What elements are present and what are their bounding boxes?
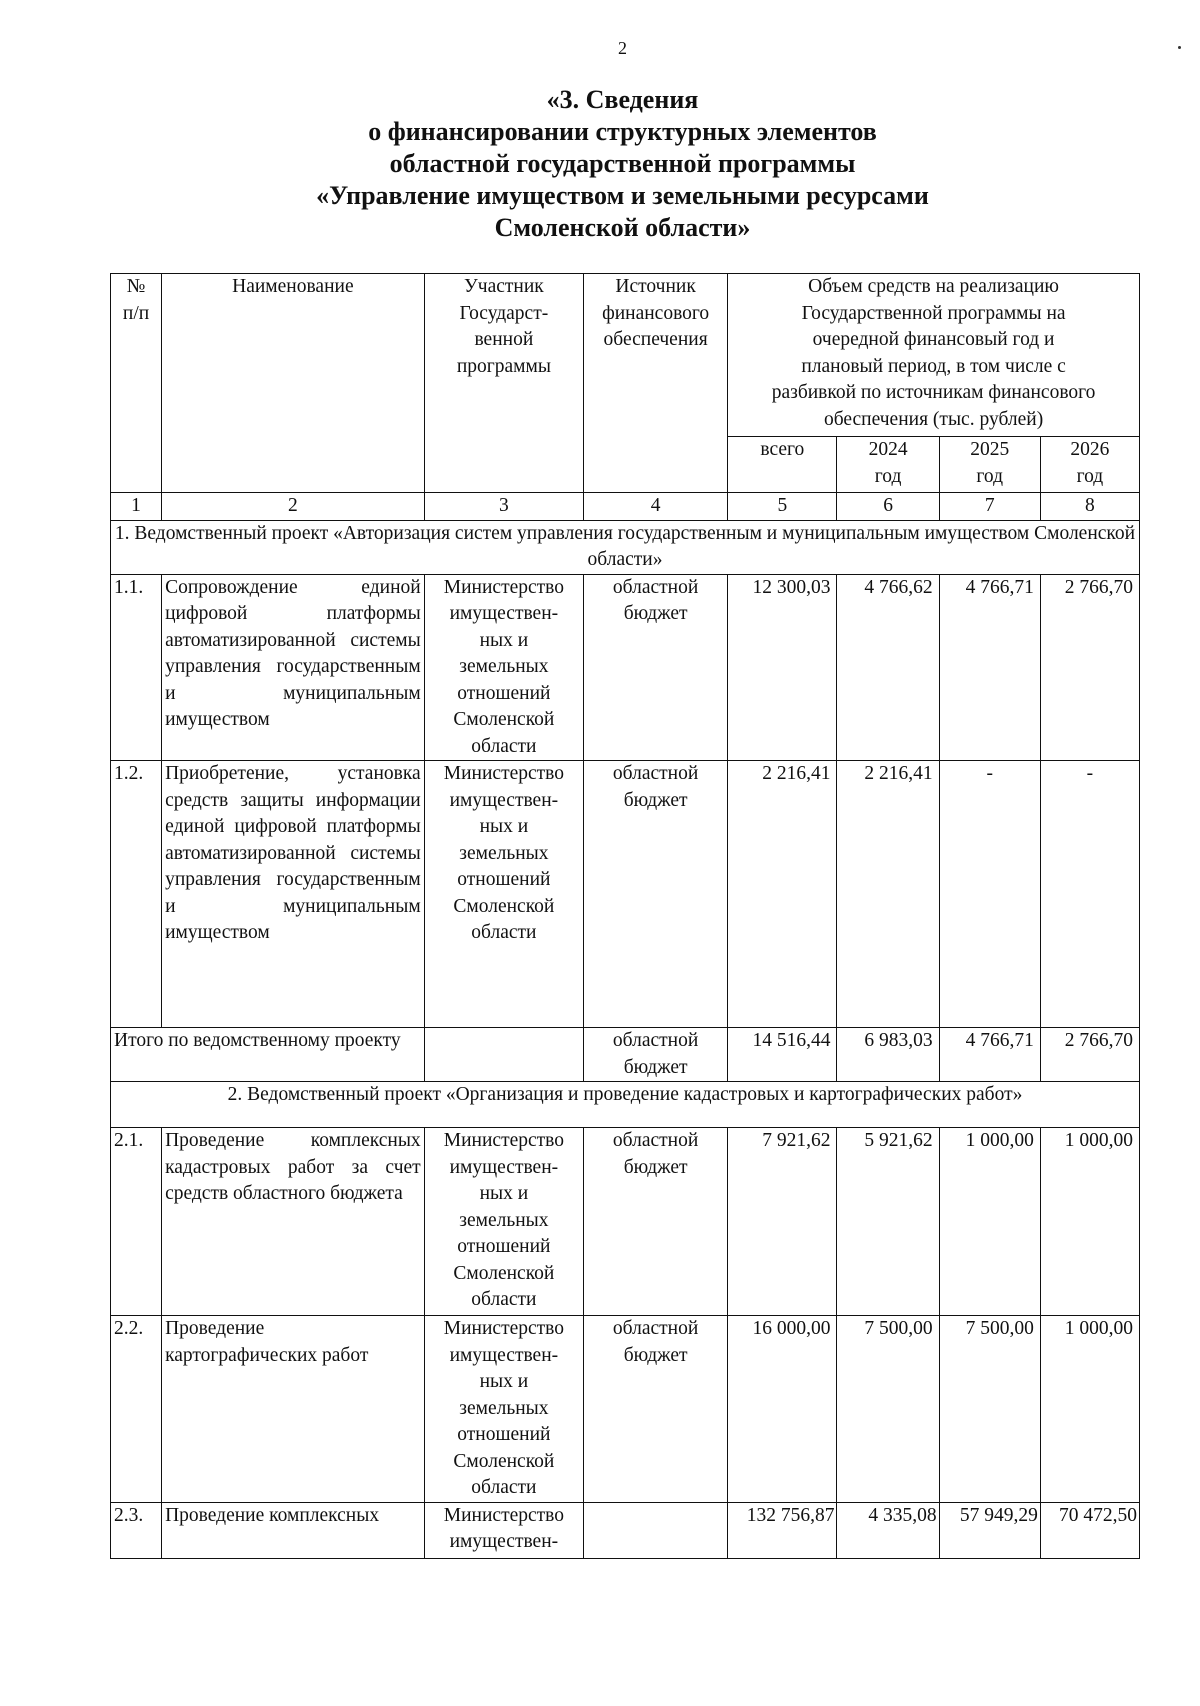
row-2024: 2 216,41	[837, 761, 939, 1028]
row-name: Приобретение, установка средств защиты информации единой цифровой платформы автоматизированной системы управления государственным и муниципальным имуществом	[162, 761, 425, 1028]
title-line: «3. Сведения	[546, 85, 699, 114]
row-source: областной бюджет	[584, 761, 728, 1028]
column-number: 7	[939, 493, 1040, 521]
row-participant: Министерство имуществен- ных и земельных отношений Смоленской области	[424, 1128, 583, 1316]
scan-speck	[1178, 46, 1181, 49]
row-2024: 4 335,08	[837, 1502, 939, 1558]
header-name: Наименование	[162, 274, 425, 493]
row-2026: 70 472,50	[1040, 1502, 1139, 1558]
financing-table	[110, 273, 1140, 1559]
row-num: 2.1.	[111, 1128, 162, 1316]
column-number: 1	[111, 493, 162, 521]
row-participant: Министерство имуществен-	[424, 1502, 583, 1558]
header-participant: Участник Государст- венной программы	[424, 274, 583, 493]
row-2024: 4 766,62	[837, 574, 939, 761]
row-name: Проведение комплексных кадастровых работ за счет средств областного бюджета	[162, 1128, 425, 1316]
section-title-row	[111, 520, 1140, 574]
row-source: областной бюджет	[584, 1316, 728, 1503]
subtotal-2025: 4 766,71	[939, 1028, 1040, 1082]
row-name: Проведение картографических работ	[162, 1316, 425, 1503]
header-num: № п/п	[111, 274, 162, 493]
header-2026: 2026 год	[1040, 437, 1139, 493]
row-name: Проведение комплексных	[162, 1502, 425, 1558]
row-2025: 4 766,71	[939, 574, 1040, 761]
column-number: 3	[424, 493, 583, 521]
subtotal-source: областной бюджет	[584, 1028, 728, 1082]
row-2025: -	[939, 761, 1040, 1028]
section-2-title: 2. Ведомственный проект «Организация и проведение кадастровых и картографических работ»	[111, 1082, 1140, 1128]
row-2026: -	[1040, 761, 1139, 1028]
section-1-title: 1. Ведомственный проект «Авторизация систем управления государственным и муниципальным имуществом Смоленской области»	[111, 520, 1140, 574]
column-number: 8	[1040, 493, 1139, 521]
column-number: 2	[162, 493, 425, 521]
header-2025: 2025 год	[939, 437, 1040, 493]
row-total: 16 000,00	[728, 1316, 837, 1503]
table-row	[111, 1502, 1140, 1558]
row-source	[584, 1502, 728, 1558]
row-participant: Министерство имуществен- ных и земельных отношений Смоленской области	[424, 1316, 583, 1503]
table-row	[111, 574, 1140, 761]
row-name: Сопровождение единой цифровой платформы автоматизированной системы управления государственным и муниципальным имуществом	[162, 574, 425, 761]
row-2026: 1 000,00	[1040, 1128, 1139, 1316]
subtotal-participant	[424, 1028, 583, 1082]
column-number: 4	[584, 493, 728, 521]
row-total: 7 921,62	[728, 1128, 837, 1316]
row-num: 1.2.	[111, 761, 162, 1028]
subtotal-2024: 6 983,03	[837, 1028, 939, 1082]
title-line: о финансировании структурных элементов	[368, 117, 877, 146]
row-2024: 5 921,62	[837, 1128, 939, 1316]
row-2026: 1 000,00	[1040, 1316, 1139, 1503]
row-2024: 7 500,00	[837, 1316, 939, 1503]
title-line: «Управление имуществом и земельными ресурсами	[316, 181, 929, 210]
row-source: областной бюджет	[584, 1128, 728, 1316]
table-row	[111, 761, 1140, 1028]
header-volume: Объем средств на реализацию Государственной программы на очередной финансовый год и плановый период, в том числе с разбивкой по источникам финансового обеспечения (тыс. рублей)	[728, 274, 1140, 437]
row-total: 132 756,87	[728, 1502, 837, 1558]
table-row	[111, 1128, 1140, 1316]
row-2025: 7 500,00	[939, 1316, 1040, 1503]
row-total: 2 216,41	[728, 761, 837, 1028]
row-num: 2.2.	[111, 1316, 162, 1503]
column-number: 6	[837, 493, 939, 521]
column-number-row	[111, 493, 1140, 521]
row-total: 12 300,03	[728, 574, 837, 761]
header-source: Источник финансового обеспечения	[584, 274, 728, 493]
row-2025: 57 949,29	[939, 1502, 1040, 1558]
subtotal-2026: 2 766,70	[1040, 1028, 1139, 1082]
section-title-row	[111, 1082, 1140, 1128]
row-participant: Министерство имуществен- ных и земельных отношений Смоленской области	[424, 761, 583, 1028]
header-row	[111, 274, 1140, 437]
document-title	[0, 84, 1200, 244]
header-2024: 2024 год	[837, 437, 939, 493]
page-number: 2	[618, 38, 627, 58]
header-total: всего	[728, 437, 837, 493]
column-number: 5	[728, 493, 837, 521]
row-2026: 2 766,70	[1040, 574, 1139, 761]
row-num: 2.3.	[111, 1502, 162, 1558]
row-2025: 1 000,00	[939, 1128, 1040, 1316]
subtotal-row	[111, 1028, 1140, 1082]
row-participant: Министерство имуществен- ных и земельных отношений Смоленской области	[424, 574, 583, 761]
subtotal-label: Итого по ведомственному проекту	[111, 1028, 425, 1082]
subtotal-total: 14 516,44	[728, 1028, 837, 1082]
row-source: областной бюджет	[584, 574, 728, 761]
title-line: областной государственной программы	[389, 149, 856, 178]
title-line: Смоленской области»	[494, 213, 751, 242]
row-num: 1.1.	[111, 574, 162, 761]
table-row	[111, 1316, 1140, 1503]
